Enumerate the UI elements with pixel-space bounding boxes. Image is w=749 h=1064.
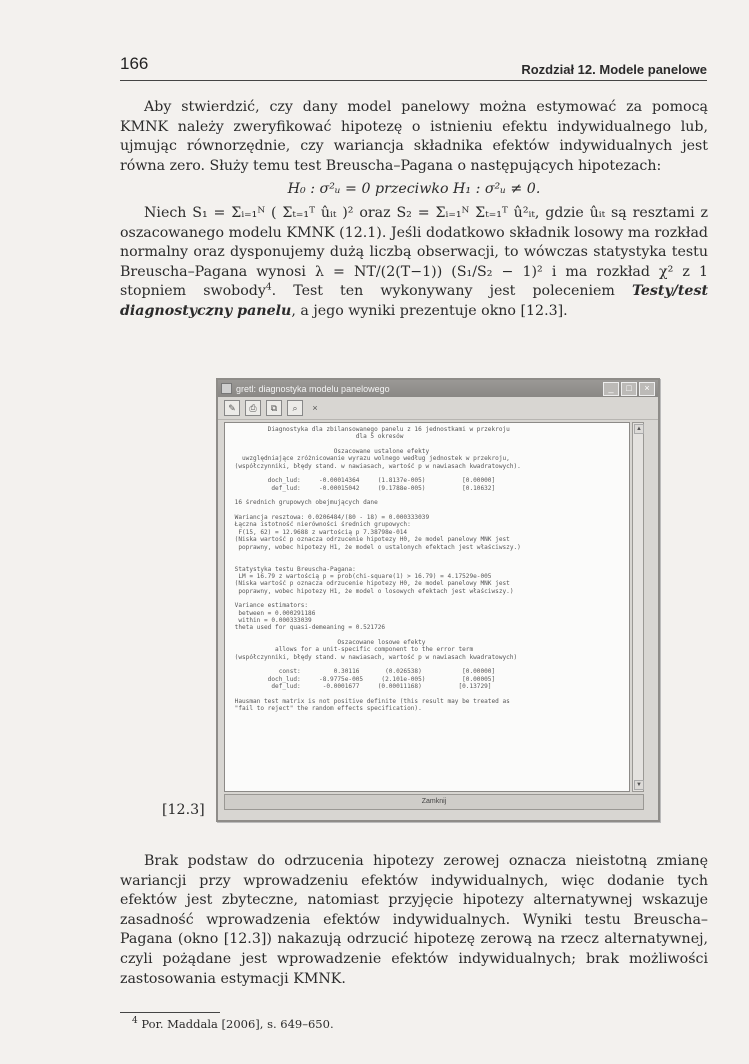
output-line: (Niska wartość p oznacza odrzucenie hipotezy H0, że model panelowy MNK jest [231,536,510,544]
output-line [231,441,623,448]
output-line: doch_lud: -8.9775e-005 (2.101e-005) [0.00005] [231,675,496,683]
output-line: Diagnostyka dla zbilansowanego panelu z 16 jednostkami w przekroju [231,426,510,433]
save-icon[interactable]: ✎ [224,400,240,416]
window-close-button[interactable]: × [639,382,655,396]
output-line: uwzględniające zróżnicowanie wyrazu wolnego według jednostek w przekroju, [231,455,510,463]
output-line: doch_lud: -0.00014364 (1.8137e-005) [0.00000] [231,477,496,485]
header-rule [120,80,707,81]
output-line: F(15, 62) = 12.9688 z wartością p 7.38798e-014 [231,528,408,536]
statistic-text-tail: , a jego wyniki prezentuje okno [12.3]. [291,302,568,319]
copy-icon[interactable]: ⧉ [266,400,282,416]
scroll-up-icon[interactable]: ▲ [634,424,644,434]
scroll-down-icon[interactable]: ▼ [634,780,644,790]
output-line: allows for a unit-specific component to the error term [231,646,474,654]
output-line: within = 0.000333039 [231,616,312,624]
output-line: Statystyka testu Breuscha-Pagana: [231,565,356,573]
footnote-rule [120,1012,220,1013]
close-icon[interactable]: × [312,403,318,413]
gretl-diagnostics-window [216,378,660,822]
output-line: Variance estimators: [231,602,309,610]
output-line [231,558,623,565]
window-toolbar [218,397,658,420]
window-title: gretl: diagnostyka modelu panelowego [236,383,390,394]
find-icon[interactable]: ⌕ [287,400,303,416]
paragraph-statistic [120,204,708,322]
output-line: LM = 16.79 z wartością p = prob(chi-square(1) > 16.79) = 4.17529e-005 [231,572,492,580]
statistic-text-cont: . Test ten wykonywany jest poleceniem [271,283,632,300]
output-line [231,470,623,477]
running-head: Rozdział 12. Modele panelowe [521,62,707,77]
figure-label: [12.3] [162,802,205,818]
output-line [231,690,623,697]
maximize-button[interactable]: □ [621,382,637,396]
output-line [231,507,623,514]
output-line [231,661,623,668]
output-line [231,595,623,602]
output-line: Oszacowane ustalone efekty [231,448,430,456]
output-line: poprawny, wobec hipotezy H1, że model o ustalonych efektach jest właściwszy.) [231,543,521,551]
output-line: def_lud: -0.00015042 (9.1788e-005) [0.10632] [231,484,496,492]
output-line: theta used for quasi-demeaning = 0.521726 [231,624,386,632]
output-line: const: 0.30116 (0.026538) [0.00000] [231,668,496,676]
output-line: poprawny, wobec hipotezy H1, że model o losowych efektach jest właściwszy.) [231,587,514,595]
output-line: between = 0.000291186 [231,609,316,617]
statistic-text: Niech S₁ = Σᵢ₌₁ᴺ ( Σₜ₌₁ᵀ ûᵢₜ )² oraz S₂ = Σᵢ₌₁ᴺ Σₜ₌₁ᵀ û²ᵢₜ, gdzie ûᵢₜ są resztami z oszacowanego modelu KMNK (12.1). Jeśli dodatkowo składnik losowy ma rozkład normalny oraz dysponujemy dużą liczbą obserwacji, to wówczas statystyka testu Breuscha–Pagana wynosi λ = NT/(2(T−1)) (S₁/S₂ − 1)² i ma rozkład χ² z 1 stopniem swobody [120,204,708,300]
output-line: (współczynniki, błędy stand. w nawiasach, wartość p w nawiasach kwadratowych) [231,653,518,661]
paragraph-conclusion: Brak podstaw do odrzucenia hipotezy zerowej oznacza nieistotną zmianę wariancji przy wprowadzeniu efektów indywidualnych, więc dodanie tych efektów jest zbyteczne, natomiast przyjęcie hipotezy alternatywnej wskazuje zasadność wprowadzenia efektów indywidualnych. Wyniki testu Breuscha–Pagana (okno [12.3]) nakazują odrzucić hipotezę zerową na rzecz alternatywnej, czyli pożądane jest wprowadzenie efektów indywidualnych; brak możliwości zastosowania estymacji KMNK. [120,853,708,987]
output-line: Wariancja resztowa: 0.0206484/(80 - 18) = 0.000333039 [231,514,430,522]
minimize-button[interactable]: _ [603,382,619,396]
output-line: (współczynniki, błędy stand. w nawiasach, wartość p w nawiasach kwadratowych). [231,462,521,470]
footnote-number: 4 [132,1016,138,1027]
menu-command: Testy/test diagnostyczny panelu [120,283,708,319]
output-text-area[interactable] [224,422,630,792]
print-icon[interactable]: ⎙ [245,400,261,416]
output-line: Hausman test matrix is not positive definite (this result may be treated as [231,697,510,705]
zamknij-button[interactable]: Zamknij [224,794,644,810]
output-line: Łączna istotność nierówności średnich grupowych: [231,521,411,529]
hypothesis-formula: H₀ : σ²ᵤ = 0 przeciwko H₁ : σ²ᵤ ≠ 0. [287,181,541,198]
output-line: def_lud: -0.0001677 (0.00011168) [0.13729] [231,683,492,691]
footnote [132,1017,334,1031]
gretl-app-icon [221,383,232,394]
output-line [231,551,623,558]
output-line: 16 średnich grupowych obejmujących dane [231,499,378,507]
output-line [231,632,623,639]
body-section-top [120,98,708,322]
output-line: Oszacowane losowe efekty [231,638,426,646]
output-line: dla 5 okresów [231,433,404,441]
body-section-bottom [120,852,708,989]
page-number: 166 [120,54,149,73]
footnote-reference: 4 [265,282,272,293]
vertical-scrollbar[interactable] [632,422,644,792]
output-line: "fail to reject" the random effects specification). [231,705,422,713]
output-line: (Niska wartość p oznacza odrzucenie hipotezy H0, że model panelowy MNK jest [231,580,510,588]
paragraph-intro: Aby stwierdzić, czy dany model panelowy można estymować za pomocą KMNK należy zweryfikować hipotezę o istnieniu efektu indywidualnego lub, ujmując równorzędnie, czy wariancja składnika efektów indywidualnych jest równa zero. Służy temu test Breuscha–Pagana o następujących hipotezach: [120,99,708,174]
window-titlebar[interactable] [218,380,658,397]
footnote-text: Por. Maddala [2006], s. 649–650. [141,1017,334,1031]
